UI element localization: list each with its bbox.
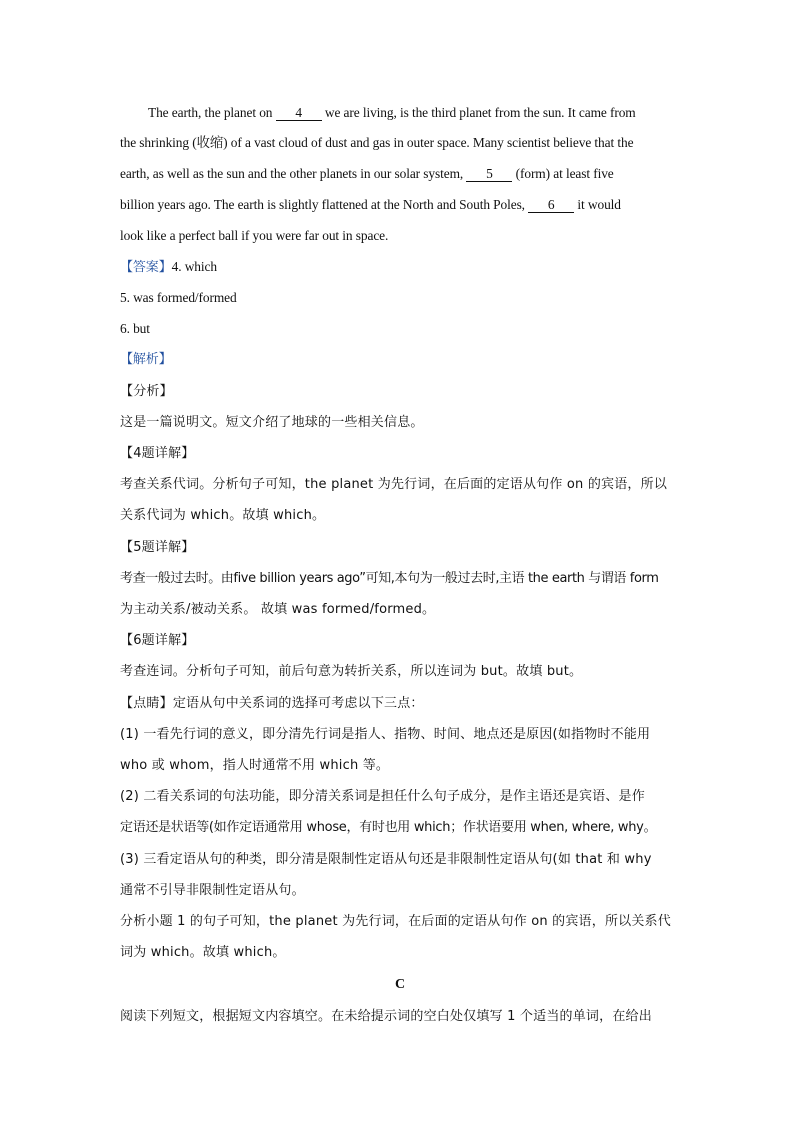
fenxi-text: 这是一篇说明文。短文介绍了地球的一些相关信息。 <box>120 415 424 430</box>
passage-line-2: the shrinking (收缩) of a vast cloud of dust and gas in outer space. Many scientist believe that the <box>120 135 634 150</box>
tips-p2-line-1: (2) 二看关系词的句法功能，即分清关系词是担任什么句子成分，是作主语还是宾语、是作 <box>120 789 645 804</box>
section-heading: C <box>394 977 406 992</box>
tips-tag: 【点睛】 <box>120 696 173 711</box>
passage-text: earth, as well as the sun and the other planets in our solar system, <box>120 166 467 181</box>
q4-line-1: 考查关系代词。分析句子可知，the planet 为先行词，在后面的定语从句作 on 的宾语，所以 <box>120 477 668 492</box>
answer-line <box>120 257 217 278</box>
q6-line-1: 考查连词。分析句子可知，前后句意为转折关系，所以连词为 but。故填 but。 <box>120 664 583 679</box>
passage-line-5: look like a perfect ball if you were far out in space. <box>120 228 389 243</box>
passage-line-3 <box>120 164 614 184</box>
tips-p1-line-1: (1) 一看先行词的意义，即分清先行词是指人、指物、时间、地点还是原因(如指物时不能用 <box>120 727 651 742</box>
tips-p1-line-2: who 或 whom，指人时通常不用 which 等。 <box>120 758 390 773</box>
tips-p3-line-1: (3) 三看定语从句的种类，即分清是限制性定语从句还是非限制性定语从句(如 that 和 why <box>120 852 652 867</box>
answer-tag: 【答案】 <box>120 260 172 275</box>
q6-tag: 【6题详解】 <box>120 633 195 648</box>
passage-text: we are living, is the third planet from the sun. It came from <box>321 105 636 120</box>
tips-p2-line-2: 定语还是状语等(如作定语通常用 whose，有时也用 which；作状语要用 when, where, why。 <box>120 820 657 835</box>
blank-5: 5 <box>466 166 512 182</box>
passage-text: billion years ago. The earth is slightly flattened at the North and South Poles, <box>120 197 529 212</box>
passage-text: The earth, the planet on <box>148 105 276 120</box>
q5-tag: 【5题详解】 <box>120 540 195 555</box>
passage-line-1 <box>148 103 636 123</box>
q5-line-2: 为主动关系/被动关系。 故填 was formed/formed。 <box>120 602 436 617</box>
q5-line-1: 考查一般过去时。由five billion years ago”可知,本句为一般过去时,主语 the earth 与谓语 form <box>120 571 659 586</box>
passage-text: it would <box>574 197 621 212</box>
q4-line-2: 关系代词为 which。故填 which。 <box>120 508 326 523</box>
q4-tag: 【4题详解】 <box>120 446 195 461</box>
analysis-tag: 【解析】 <box>120 352 172 367</box>
answer-6: 6. but <box>120 321 150 336</box>
blank-6: 6 <box>528 197 574 213</box>
passage-line-4 <box>120 195 621 215</box>
tips-summary-line-1: 分析小题 1 的句子可知，the planet 为先行词，在后面的定语从句作 on 的宾语，所以关系代 <box>120 914 671 929</box>
passage-text: (form) at least five <box>512 166 614 181</box>
section-instruction: 阅读下列短文，根据短文内容填空。在未给提示词的空白处仅填写 1 个适当的单词，在给出 <box>120 1009 652 1024</box>
tips-intro: 定语从句中关系词的选择可考虑以下三点： <box>172 696 424 711</box>
tips-summary-line-2: 词为 which。故填 which。 <box>120 945 286 960</box>
tips-p3-line-2: 通常不引导非限制性定语从句。 <box>120 883 305 898</box>
fenxi-tag: 【分析】 <box>120 384 173 399</box>
answer-5: 5. was formed/formed <box>120 290 237 305</box>
tips-line <box>120 694 424 714</box>
blank-4: 4 <box>276 105 322 121</box>
answer-4: 4. which <box>171 259 217 274</box>
